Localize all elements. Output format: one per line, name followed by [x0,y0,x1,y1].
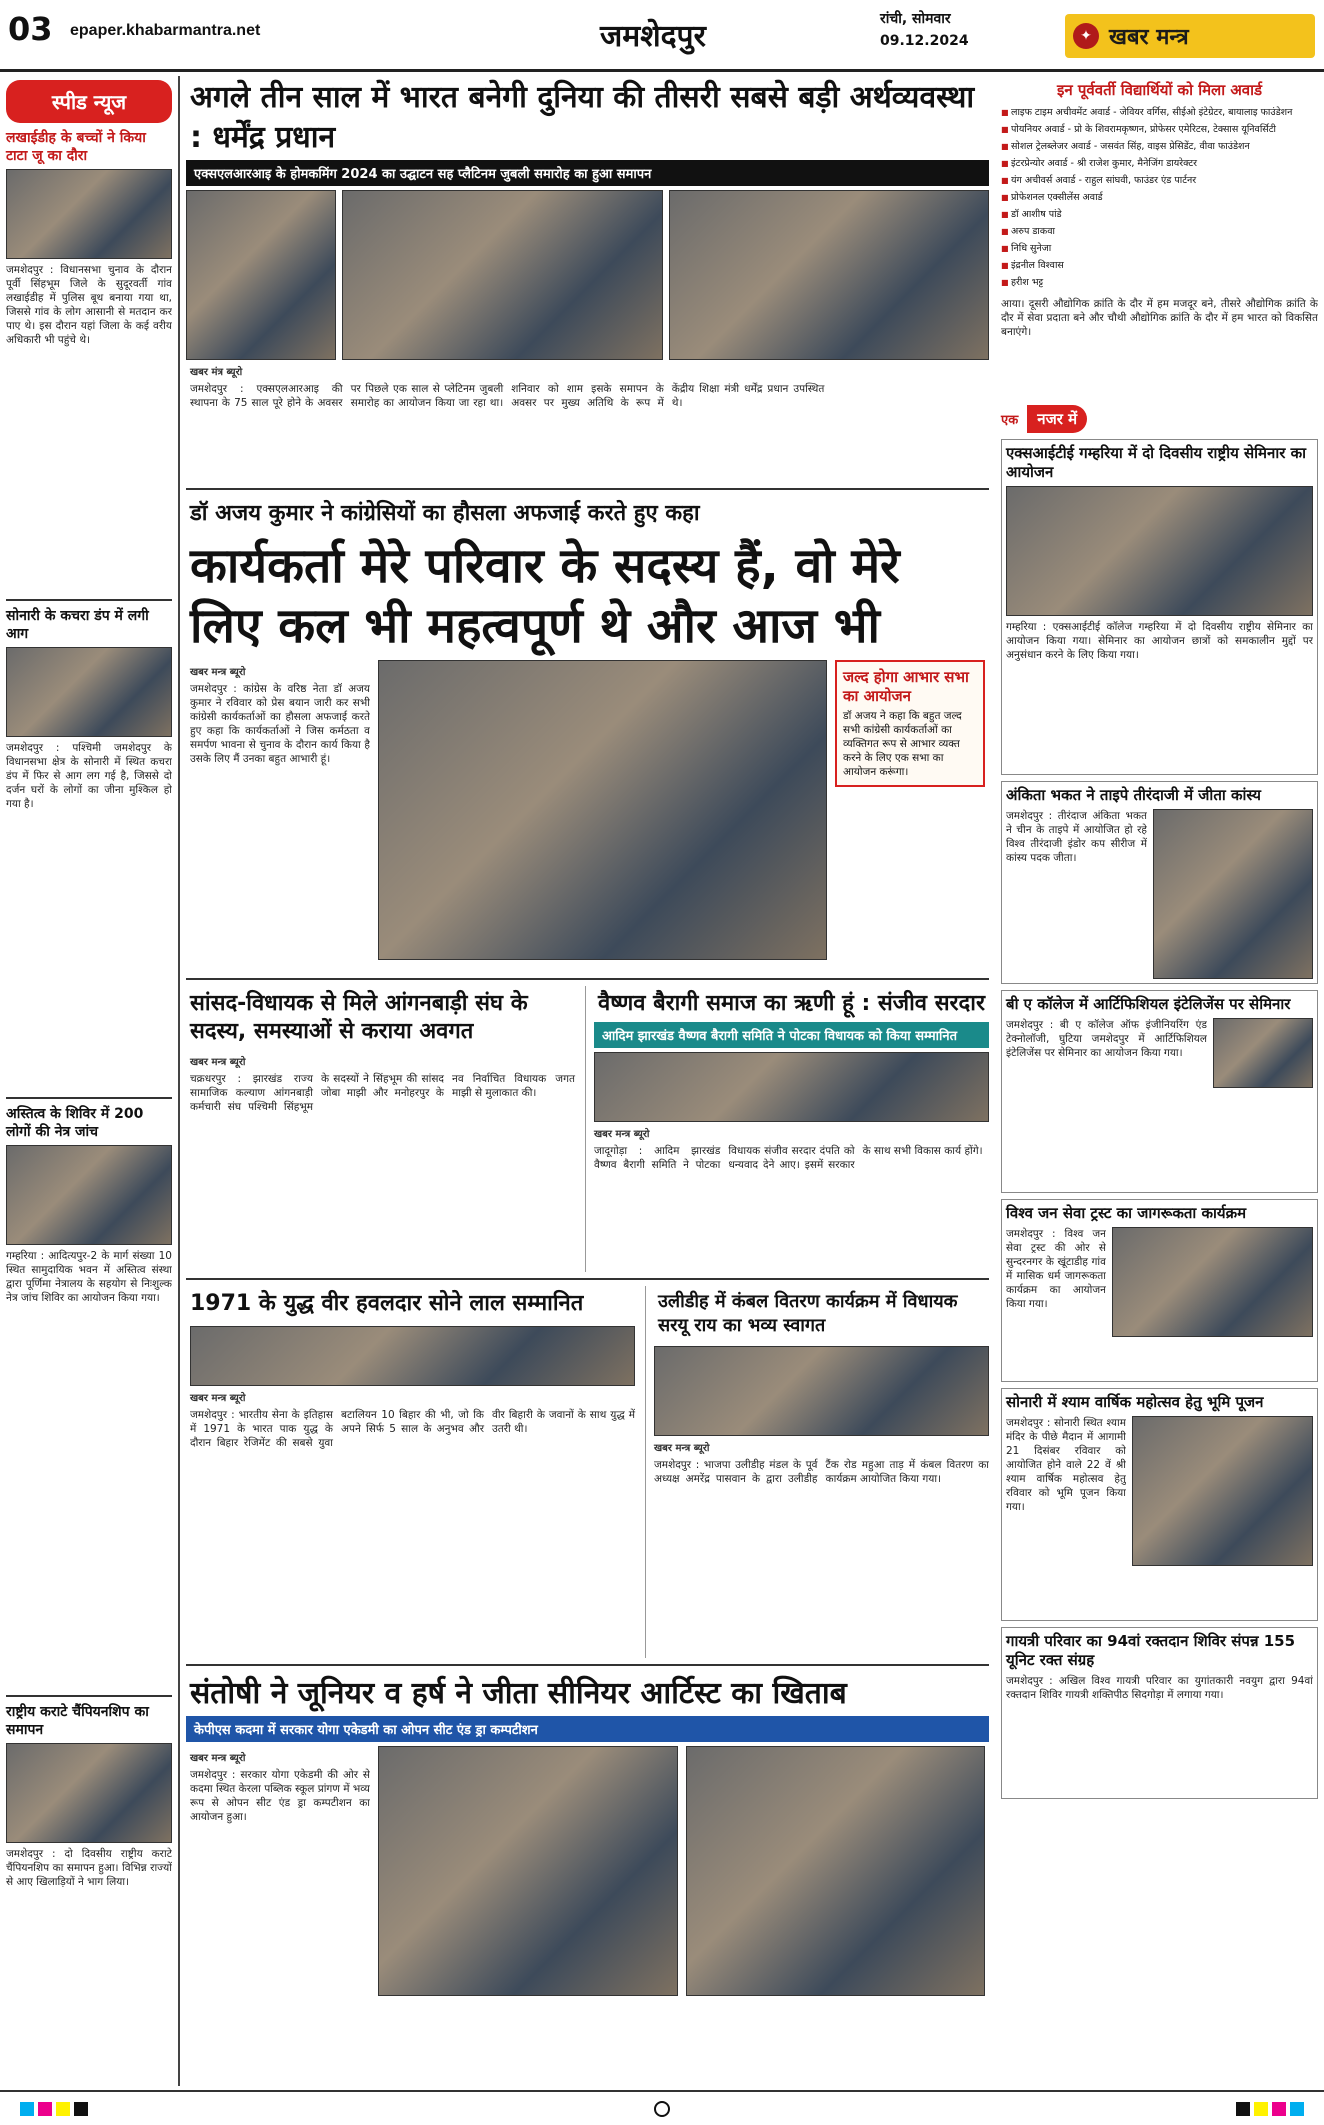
yellow-swatch [56,2102,70,2116]
award-item: ■ इंद्रनील विश्वास [1001,257,1318,274]
story3-headline: सांसद-विधायक से मिले आंगनबाड़ी संघ के सदस्य, समस्याओं से कराया अवगत [190,991,528,1044]
divider [186,488,989,490]
story2-kicker: डॉ अजय कुमार ने कांग्रेसियों का हौसला अफजाई करते हुए कहा [190,501,700,526]
left-story-3-photo [6,1145,172,1245]
callout-title: जल्द होगा आभार सभा का आयोजन [843,668,969,705]
ai-story [1001,990,1318,1193]
print-registration-bar [0,2090,1324,2125]
story2-callout [835,660,985,787]
story4-text: जादूगोड़ा : आदिम झारखंड वैष्णव बैरागी समिति ने पोटका विधायक संजीव सरदार दंपति को धन्यवाद देने आए। इसमें सरकार के साथ सभी विकास कार्य होंगे। [594,1145,983,1171]
seminar-text: गम्हरिया : एक्सआईटीई कॉलेज गम्हरिया में दो दिवसीय राष्ट्रीय सेमिनार का आयोजन किया गया। सेमिनार का आयोजन छात्रों को समकालीन मुद्दों पर अनुसंधान करने के लिए किया गया। [1006,621,1313,661]
left-story-3-title: अस्तित्व के शिविर में 200 लोगों की नेत्र जांच [6,1106,144,1140]
divider [6,1097,172,1099]
lead-byline: खबर मंत्र ब्यूरो [190,367,243,378]
lead-continuation-text: आया। दूसरी औद्योगिक क्रांति के दौर में हम मजदूर बने, तीसरे औद्योगिक क्रांति के दौर में सेवा प्रदाता बने और चौथी औद्योगिक क्रांति के दौर में हम भारत को विकसित बनाएंगे। [1001,298,1318,338]
left-story-2-photo [6,647,172,737]
lead-photo-strip [186,190,989,360]
right-column [995,76,1324,2086]
left-story-3-text: गम्हरिया : आदित्यपुर-2 के मार्ग संख्या 10 स्थित सामुदायिक भवन में अस्तित्व संस्था द्वारा पूर्णिमा नेत्रालय के सहयोग से निःशुल्क नेत्र जांच शिविर का आयोजन किया गया। [6,1250,172,1304]
story5-photo [190,1326,635,1386]
seminar-photo [1006,486,1313,616]
seminar-title: एक्सआईटीई गम्हरिया में दो दिवसीय राष्ट्रीय सेमिनार का आयोजन [1006,444,1306,481]
divider [6,599,172,601]
date-block [880,8,969,52]
registration-mark-icon [654,2101,670,2117]
divider [186,1664,989,1666]
callout-text: डॉ अजय ने कहा कि बहुत जल्द सभी कांग्रेसी कार्यकर्ताओं का व्यक्तिगत रूप से आभार व्यक्त करने के लिए एक सभा का आयोजन करूंगा। [843,710,962,778]
magenta-swatch [38,2102,52,2116]
award-item: ■ यंग अचीवर्स अवार्ड - राहुल सांघवी, फाउंडर एंड पार्टनर [1001,172,1318,189]
ai-photo [1213,1018,1313,1088]
story7-strap: केपीएस कदमा में सरकार योगा एकेडमी का ओपन सीट एंड ड्रा कम्पटीशन [186,1716,989,1742]
trust-photo [1112,1227,1313,1337]
left-story-4-photo [6,1743,172,1843]
story6-text: जमशेदपुर : भाजपा उलीडीह मंडल के पूर्व अध्यक्ष अमरेंद्र पासवान के द्वारा उलीडीह टैंक रोड महुआ ताड़ में कंबल वितरण का कार्यक्रम आयोजित किया गया। [654,1459,989,1485]
page-number: 03 [8,10,53,48]
left-story-4-text: जमशेदपुर : दो दिवसीय राष्ट्रीय कराटे चैंपियनशिप का समापन हुआ। विभिन्न राज्यों से आए खिलाड़ियों ने भाग लिया। [6,1848,172,1888]
story5-byline: खबर मन्त्र ब्यूरो [190,1393,246,1404]
story4-byline: खबर मन्त्र ब्यूरो [594,1129,650,1140]
story2-text: जमशेदपुर : कांग्रेस के वरिष्ठ नेता डॉ अजय कुमार ने रविवार को प्रेस बयान जारी कर सभी कांग्रेसी कार्यकर्ताओं का हौसला अफजाई करते हुए कहा कि कार्यकर्ताओं ने जिस कर्मठता व समर्पण भावना से चुनाव के दौरान कार्य किया है उसके लिए मैं उनका बहुत आभारी हूं। [190,683,370,765]
row-4 [186,1286,989,1658]
award-item: ■ निधि सुनेजा [1001,240,1318,257]
ai-title: बी ए कॉलेज में आर्टिफिशियल इंटेलिजेंस पर सेमिनार [1006,995,1291,1013]
archery-title: अंकिता भकत ने ताइपे तीरंदाजी में जीता कांस्य [1006,786,1261,804]
nazar-prefix: एक [1001,413,1019,428]
story5-headline: 1971 के युद्ध वीर हवलदार सोने लाल सम्मानित [190,1291,584,1316]
left-story-1-photo [6,169,172,259]
story7-body [186,1742,989,2022]
award-item: ■ डॉ आशीष पांडे [1001,206,1318,223]
seminar-story [1001,439,1318,775]
story2-body [186,660,989,972]
brand-name: खबर मन्त्र [1109,25,1189,50]
trust-text: जमशेदपुर : विश्व जन सेवा ट्रस्ट की ओर से सुन्दरनगर के खूंटाडीह गांव में मासिक धर्म जागरूकता कार्यक्रम का आयोजन किया गया। [1006,1228,1106,1310]
brand-emblem-icon: ✦ [1073,23,1099,49]
story3-byline: खबर मन्त्र ब्यूरो [190,1057,246,1068]
award-item: ■ प्रोफेशनल एक्सीलेंस अवार्ड [1001,189,1318,206]
blood-text: जमशेदपुर : अखिल विश्व गायत्री परिवार का युगांतकारी नवयुग द्वारा 94वां रक्तदान शिविर गायत्री शक्तिपीठ सिदगोड़ा में लगाया गया। [1006,1675,1313,1701]
left-story-1-title: लखाईडीह के बच्चों ने किया टाटा जू का दौरा [6,130,146,164]
blood-title: गायत्री परिवार का 94वां रक्तदान शिविर संपन्न 155 यूनिट रक्त संग्रह [1006,1632,1296,1669]
lead-event-photo-2 [669,190,990,360]
lead-portrait-photo [186,190,336,360]
yellow-swatch [1254,2102,1268,2116]
award-item: ■ इंटरप्रेन्योर अवार्ड - श्री राजेश कुमार, मैनेजिंग डायरेक्टर [1001,155,1318,172]
left-story-4-title: राष्ट्रीय कराटे चैंपियनशिप का समापन [6,1704,149,1738]
lead-text: जमशेदपुर : एक्सएलआरआइ की स्थापना के 75 साल पूरे होने के अवसर पर पिछले एक साल से प्लेटिनम जुबली समारोह का आयोजन किया जा रहा था। शनिवार को शाम इसके समापन के अवसर पर मुख्य अतिथि के रूप में केंद्रीय शिक्षा मंत्री धर्मेंद्र प्रधान उपस्थित थे। [190,383,825,409]
site-url[interactable]: epaper.khabarmantra.net [70,22,261,39]
lead-strap: एक्सएलआरआइ के होमकमिंग 2024 का उद्घाटन सह प्लैटिनम जुबली समारोह का हुआ समापन [186,160,989,186]
sonari-photo [1132,1416,1313,1566]
cyan-swatch [1290,2102,1304,2116]
story6-photo [654,1346,989,1436]
story6-headline: उलीडीह में कंबल वितरण कार्यक्रम में विधायक सरयू राय का भव्य स्वागत [658,1291,958,1336]
blood-story [1001,1627,1318,1799]
story7-text: जमशेदपुर : सरकार योगा एकेडमी की ओर से कदमा स्थित केरला पब्लिक स्कूल प्रांगण में भव्य रूप से ओपन सीट एंड ड्रा कम्पटीशन का आयोजन हुआ। [190,1769,370,1823]
award-item: ■ पोयनियर अवार्ड - प्रो के शिवरामकृष्णन, प्रोफेसर एमेरिटस, टेक्सास यूनिवर्सिटी [1001,121,1318,138]
issue-date: 09.12.2024 [880,33,969,49]
color-swatches [20,2102,88,2116]
nazar-header [1001,405,1318,433]
left-story-1-text: जमशेदपुर : विधानसभा चुनाव के दौरान पूर्वी सिंहभूम जिले के सुदूरवर्ती गांव लखाईडीह में पुलिस बूथ बनाया गया था, जिससे गांव के लोग आसानी से मतदान कर पाए थे। इस दौरान यहां जिला के कई वरीय अधिकारी भी पहुंचे थे। [6,264,172,346]
story4-strap: आदिम झारखंड वैष्णव बैरागी समिति ने पोटका विधायक को किया सम्मानित [594,1022,989,1048]
story2-headline: कार्यकर्ता मेरे परिवार के सदस्य हैं, वो मेरे लिए कल भी महत्वपूर्ण थे और आज भी [190,538,900,654]
archery-photo [1153,809,1313,979]
story6-byline: खबर मन्त्र ब्यूरो [654,1443,710,1454]
speed-news-badge: स्पीड न्यूज [6,80,172,123]
city-title: जमशेदपुर [600,19,706,54]
story3-text: चक्रधरपुर : झारखंड राज्य सामाजिक कल्याण आंगनबाड़ी कर्मचारी संघ पश्चिमी सिंहभूम के सदस्यों ने सिंहभूम की सांसद जोबा माझी और मनोहरपुर के नव निर्वाचित विधायक जगत माझी से मुलाकात की। [190,1073,575,1113]
award-title: इन पूर्ववर्ती विद्यार्थियों को मिला अवार्ड [1056,81,1263,99]
award-list [1001,104,1318,291]
story4-photo [594,1052,989,1122]
location-day: रांची, सोमवार [880,11,951,27]
story7-byline: खबर मन्त्र ब्यूरो [190,1753,246,1764]
story2-byline: खबर मन्त्र ब्यूरो [190,667,246,678]
nazar-label: नजर में [1027,405,1087,433]
cyan-swatch [20,2102,34,2116]
sonari-title: सोनारी में श्याम वार्षिक महोत्सव हेतु भूमि पूजन [1006,1393,1264,1411]
award-item: ■ हरीश भट्ट [1001,274,1318,291]
story2-photo [378,660,827,960]
divider [6,1695,172,1697]
magenta-swatch [1272,2102,1286,2116]
ai-text: जमशेदपुर : बी ए कॉलेज ऑफ इंजीनियरिंग एंड टेक्नोलॉजी, घुटिया जमशेदपुर में आर्टिफिशियल इंटेलिजेंस पर सेमिनार का आयोजन किया गया। [1006,1019,1207,1059]
award-item: ■ लाइफ टाइम अचीवमेंट अवार्ड - जेवियर वर्गिस, सीईओ इंटेग्रेटर, बायालाइ फाउंडेशन [1001,104,1318,121]
story4-headline: वैष्णव बैरागी समाज का ऋणी हूं : संजीव सरदार [598,991,985,1016]
lead-event-photo-1 [342,190,663,360]
trust-story [1001,1199,1318,1382]
award-item: ■ अरुप डाकवा [1001,223,1318,240]
story7-photo-1 [378,1746,678,1996]
lead-headline: अगले तीन साल में भारत बनेगी दुनिया की तीसरी सबसे बड़ी अर्थव्यवस्था : धर्मेंद्र प्रधान [190,80,975,155]
left-story-2-title: सोनारी के कचरा डंप में लगी आग [6,608,149,642]
trust-title: विश्व जन सेवा ट्रस्ट का जागरूकता कार्यक्रम [1006,1204,1247,1222]
story7-headline: संतोषी ने जूनियर व हर्ष ने जीता सीनियर आर्टिस्ट का खिताब [190,1676,847,1711]
left-column [0,76,180,2086]
sonari-text: जमशेदपुर : सोनारी स्थित श्याम मंदिर के पीछे मैदान में आगामी 21 दिसंबर रविवार को आयोजित होने वाले 22 वें श्री श्याम वार्षिक महोत्सव हेतु रविवार को भूमि पूजन किया गया। [1006,1417,1126,1513]
color-swatches [1236,2102,1304,2116]
story7-photo-2 [686,1746,986,1996]
masthead [0,0,1324,72]
row-3 [186,986,989,1272]
brand-logo [1065,14,1315,58]
main-column [186,76,989,2086]
divider [186,978,989,980]
black-swatch [1236,2102,1250,2116]
story5-text: जमशेदपुर : भारतीय सेना के इतिहास में 1971 के भारत पाक युद्ध के दौरान बिहार रेजिमेंट की सबसे युवा बटालियन 10 बिहार की भी, जो कि अपने सिर्फ 5 साल के अनुभव और वीर बिहारी के जवानों के साथ युद्ध में उतरी थी। [190,1409,635,1449]
archery-text: जमशेदपुर : तीरंदाज अंकिता भकत ने चीन के ताइपे में आयोजित हो रहे विश्व तीरंदाजी इंडोर कप सीरीज में कांस्य पदक जीता। [1006,810,1147,864]
divider [186,1278,989,1280]
black-swatch [74,2102,88,2116]
sonari-story [1001,1388,1318,1621]
archery-story [1001,781,1318,984]
left-story-2-text: जमशेदपुर : पश्चिमी जमशेदपुर के विधानसभा क्षेत्र के सोनारी में स्थित कचरा डंप में फिर से आग लग गई है, जिससे दो दर्जन घरों के लोगों का जीना मुश्किल हो गया है। [6,742,172,810]
award-item: ■ सोशल ट्रेलब्लेजर अवार्ड - जसवंत सिंह, वाइस प्रेसिडेंट, वीवा फाउंडेशन [1001,138,1318,155]
